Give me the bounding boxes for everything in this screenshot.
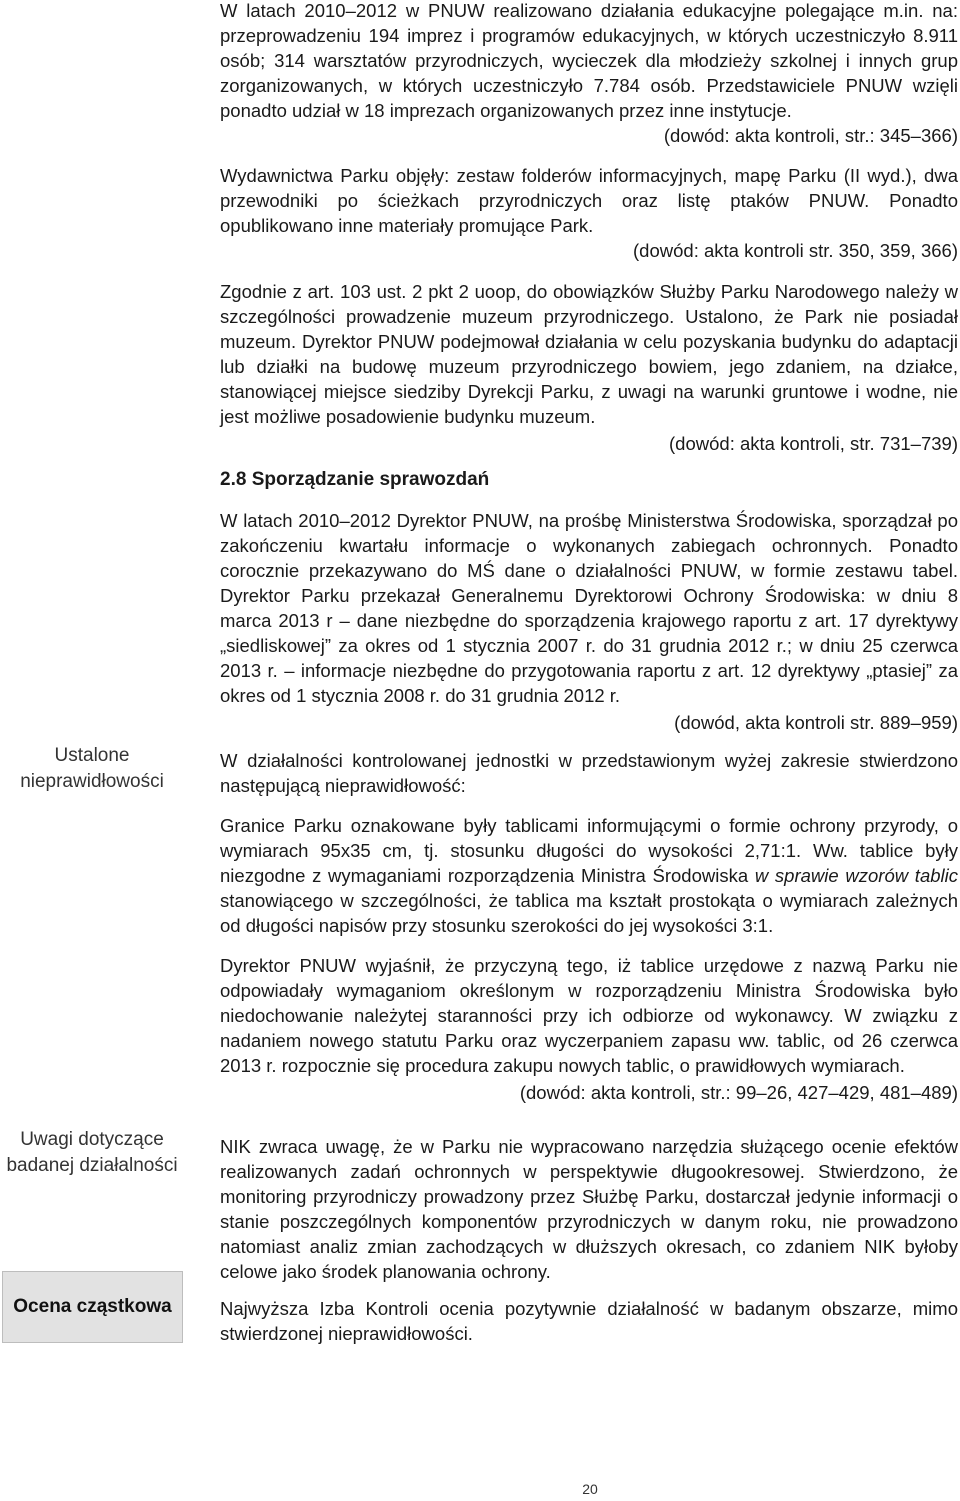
section-heading: 2.8 Sporządzanie sprawozdań [220, 469, 490, 490]
paragraph-signs: Granice Parku oznakowane były tablicami informującymi o formie ochrony przyrody, o wymiarach 95x35 cm, tj. stosunku długości do wysokości 2,71:1. Ww. tablice były niezgodne z wymaganiami rozporządzenia Ministra Środowiska w sprawie wzorów tablic stanowiącego w szczególności, że tablica ma kształt prostokąta o wymiarach zależnych od długości napisów przy stosunku szerokości do jej wysokości 3:1. [220, 815, 958, 936]
paragraph-publications: Wydawnictwa Parku objęły: zestaw folderów informacyjnych, mapę Parku (II wyd.), dwa przewodniki po ścieżkach przyrodniczych oraz listę ptaków PNUW. Ponadto opublikowano inne materiały promujące Park. [220, 165, 958, 236]
paragraph-museum: Zgodnie z art. 103 ust. 2 pkt 2 uoop, do obowiązków Służby Parku Narodowego należy w szczególności prowadzenie muzeum przyrodniczego. Ustalono, że Park nie posiadał muzeum. Dyrektor PNUW podejmował działania w celu pozyskania budynku do adaptacji lub działki na budowę muzeum przyrodniczego bowiem, jego zdaniem, na działce, stanowiącej miejsce siedziby Dyrekcji Parku, z uwagi na warunki gruntowe i wodne, nie jest możliwe posadowienie budynku muzeum. [220, 281, 958, 427]
citation-5: (dowód: akta kontroli, str.: 99–26, 427–429, 481–489) [519, 1082, 958, 1103]
left-margin-column [0, 0, 202, 1501]
margin-label-remarks: Uwagi dotyczące badanej działalności [6, 1129, 178, 1176]
margin-label-irregularities: Ustalone nieprawidłowości [20, 745, 164, 792]
citation-2: (dowód: akta kontroli str. 350, 359, 366) [633, 240, 958, 261]
paragraph-director-explanation: Dyrektor PNUW wyjaśnił, że przyczyną tego, iż tablice urzędowe z nazwą Parku nie odpowiadały wymaganiom określonym w rozporządzeniu Ministra Środowiska było niedochowanie należytej staranności przy ich odbiorze od wykonawcy. W związku z nadaniem nowego statutu Parku oraz wyczerpaniem zapasu ww. tablic, od 26 czerwca 2013 r. rozpocznie się procedura zakupu nowych tablic, o prawidłowych wymiarach. [220, 955, 958, 1076]
paragraph-reports: W latach 2010–2012 Dyrektor PNUW, na prośbę Ministerstwa Środowiska, sporządzał po zakończeniu kwartału informacje o wykonanych zabiegach ochronnych. Ponadto corocznie przekazywano do MŚ dane o działalności PNUW, w formie zestawu tabel. Dyrektor Parku przekazał Generalnemu Dyrektorowi Ochrony Środowiska: w dniu 8 marca 2013 r – dane niezbędne do sporządzenia krajowego raportu z art. 17 dyrektywy „siedliskowej” za okres od 1 stycznia 2007 r. do 31 grudnia 2012 r.; w dniu 25 czerwca 2013 r. – informacje niezbędne do przygotowania raportu z art. 12 dyrektywy „ptasiej” za okres od 1 stycznia 2008 r. do 31 grudnia 2012 r. [220, 510, 958, 706]
margin-label-assessment: Ocena cząstkowa [2, 1271, 183, 1343]
paragraph-assessment: Najwyższa Izba Kontroli ocenia pozytywnie działalność w badanym obszarze, mimo stwierdzonej nieprawidłowości. [220, 1298, 958, 1344]
paragraph-education: W latach 2010–2012 w PNUW realizowano działania edukacyjne polegające m.in. na: przeprowadzeniu 194 imprez i programów edukacyjnych, w których uczestniczyło 8.911 osób; 314 warsztatów przyrodniczych, wycieczek dla młodzieży szkolnej i innych grup zorganizowanych, w których uczestniczyło 7.784 osób. Przedstawiciele PNUW wzięli ponadto udział w 18 imprezach organizowanych przez inne instytucje. [220, 0, 958, 121]
page-number: 20 [582, 1481, 598, 1497]
citation-1: (dowód: akta kontroli, str.: 345–366) [663, 125, 958, 146]
citation-3: (dowód: akta kontroli, str. 731–739) [669, 433, 958, 454]
paragraph-nik-remarks: NIK zwraca uwagę, że w Parku nie wypracowano narzędzia służącego ocenie efektów realizowanych zadań ochronnych w perspektywie długookresowej. Stwierdzono, że monitoring przyrodniczy prowadzony przez Służbę Parku, dostarczał jedynie informacji o stanie poszczególnych komponentów przyrodniczych w danym roku, nie prowadzono natomiast analiz zmian zachodzących w dłuższych okresach, co zdaniem NIK byłoby celowe jako środek planowania ochrony. [220, 1136, 958, 1282]
citation-4: (dowód, akta kontroli str. 889–959) [674, 712, 958, 733]
paragraph-irregularity-intro: W działalności kontrolowanej jednostki w przedstawionym wyżej zakresie stwierdzono następującą nieprawidłowość: [220, 750, 958, 796]
